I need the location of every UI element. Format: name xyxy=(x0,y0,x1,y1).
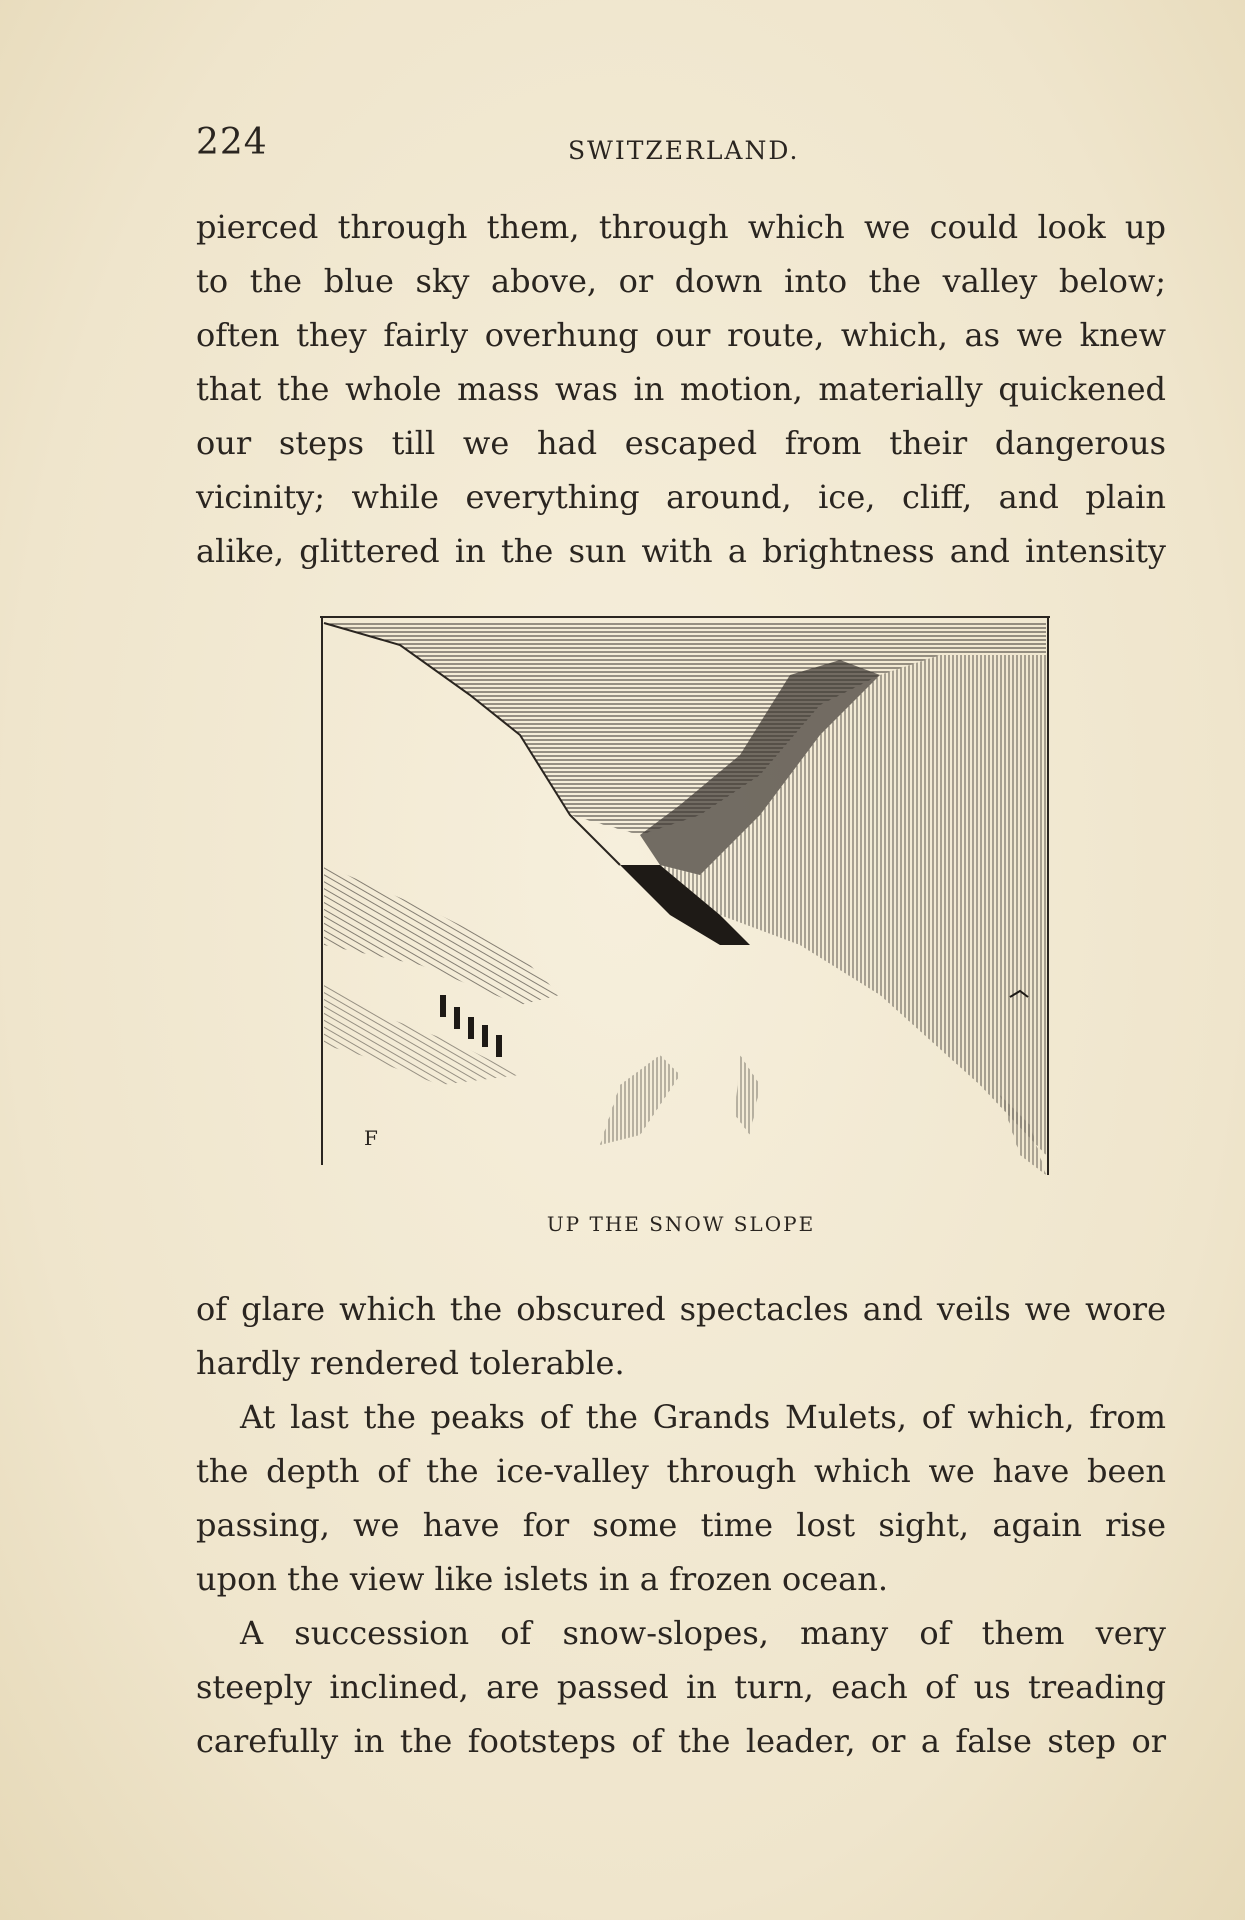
text-line: vicinity; while everything around, ice, cliff, and plain xyxy=(196,478,1166,516)
running-head: SWITZERLAND. xyxy=(568,136,800,165)
text-line: to the blue sky above, or down into the valley below; xyxy=(196,262,1166,300)
text-line: of glare which the obscured spectacles and veils we wore xyxy=(196,1290,1166,1328)
text-line: our steps till we had escaped from their dangerous xyxy=(196,424,1166,462)
text-line: At last the peaks of the Grands Mulets, of which, from xyxy=(240,1398,1166,1436)
text-line: pierced through them, through which we could look up xyxy=(196,208,1166,246)
svg-text:F: F xyxy=(364,1126,378,1150)
text-line: the depth of the ice-valley through which we have been xyxy=(196,1452,1166,1490)
figure-caption: UP THE SNOW SLOPE xyxy=(546,1212,816,1236)
text-line: passing, we have for some time lost sight, again rise xyxy=(196,1506,1166,1544)
text-line: A succession of snow-slopes, many of them very xyxy=(240,1614,1166,1652)
text-line: hardly rendered tolerable. xyxy=(196,1344,625,1382)
text-line: that the whole mass was in motion, materially quickened xyxy=(196,370,1166,408)
text-line: alike, glittered in the sun with a brightness and intensity xyxy=(196,532,1166,570)
snow-slope-engraving xyxy=(320,615,1050,1175)
text-line: carefully in the footsteps of the leader, or a false step or xyxy=(196,1722,1166,1760)
engraving-illustration xyxy=(320,615,1050,1175)
text-line: upon the view like islets in a frozen ocean. xyxy=(196,1560,889,1598)
paragraph-grands-mulets xyxy=(196,1390,1166,1606)
paragraph-snow-slopes xyxy=(196,1606,1166,1768)
text-line: often they fairly overhung our route, which, as we knew xyxy=(196,316,1166,354)
top-paragraph xyxy=(196,200,1166,578)
text-line: steeply inclined, are passed in turn, each of us treading xyxy=(196,1668,1166,1706)
page-number: 224 xyxy=(196,122,268,163)
page-header xyxy=(196,122,1176,172)
continuation-paragraph xyxy=(196,1282,1166,1390)
